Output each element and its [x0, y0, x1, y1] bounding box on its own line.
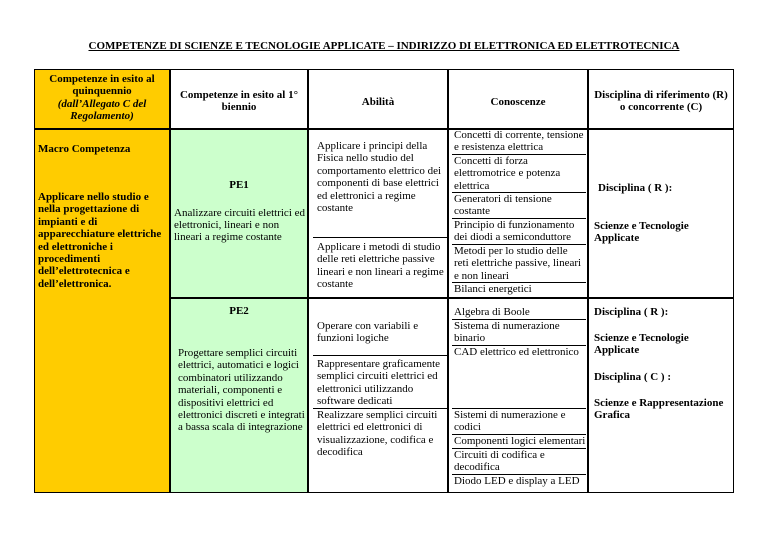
- macro-line: impianti e di: [38, 215, 98, 228]
- conoscenza-item: [452, 409, 586, 435]
- conoscenza-line: Algebra di Boole: [454, 306, 530, 318]
- conoscenza-line: Diodo LED e display a LED: [454, 475, 580, 487]
- conoscenza-item: [452, 245, 586, 283]
- pe1-disciplina-line: Applicate: [594, 232, 640, 244]
- pe2-abilita-3: [317, 409, 437, 459]
- conoscenza-line: dei diodi a semiconduttore: [454, 231, 571, 244]
- abilita-line: Applicare i principi della: [317, 140, 428, 152]
- pe2-conoscenze-top: [452, 306, 586, 360]
- abilita-line: elettrici ed elettronici di: [317, 421, 423, 434]
- abilita-line: comportamento elettrico dei: [317, 164, 442, 177]
- pe1-disciplina-line: Scienze e Tecnologie: [594, 220, 689, 232]
- pe2-text: [178, 347, 305, 434]
- conoscenza-item: [452, 346, 586, 360]
- conoscenza-line: Sistemi di numerazione e: [454, 409, 566, 421]
- header-col5-line2: o concorrente (C): [619, 101, 703, 113]
- conoscenza-line: elettromotrice e potenza: [454, 167, 561, 180]
- abilita-line: Rappresentare graficamente: [317, 358, 441, 370]
- abilita-line: semplici circuiti elettrici ed: [317, 370, 438, 383]
- conoscenza-item: [452, 283, 586, 297]
- abilita-line: Realizzare semplici circuiti: [317, 409, 438, 421]
- abilita-line: lineari e non lineari a regime: [317, 265, 444, 278]
- conoscenza-item: [452, 475, 586, 489]
- abilita-line: Operare con variabili e: [317, 320, 419, 332]
- conoscenza-item: [452, 435, 586, 449]
- conoscenza-item: [452, 193, 586, 219]
- pe1-abilita-1: [317, 140, 441, 214]
- header-col2-line1: Competenze in esito al 1°: [179, 89, 299, 101]
- conoscenza-line: Principio di funzionamento: [454, 219, 575, 231]
- header-col4: Conoscenze: [490, 96, 546, 108]
- abilita-line: Applicare i metodi di studio: [317, 241, 441, 253]
- conoscenza-line: Componenti logici elementari: [454, 435, 586, 447]
- pe2-code: PE2: [229, 305, 249, 317]
- macro-line: nella progettazione di: [38, 203, 140, 216]
- conoscenza-line: codici: [454, 421, 481, 434]
- conoscenza-line: reti elettriche passive, lineari: [454, 257, 582, 270]
- pe2-conoscenze-bottom: [452, 409, 586, 489]
- pe2-abilita-2: [317, 358, 440, 408]
- conoscenza-line: Concetti di forza: [454, 155, 528, 167]
- pe2-abilita-1: [317, 320, 418, 345]
- macro-line: apparecchiature elettriche: [38, 228, 162, 241]
- header-col3: Abilità: [361, 96, 395, 108]
- pe2-line: a bassa scala di integrazione: [178, 421, 303, 434]
- pe2-line: Progettare semplici circuiti: [178, 347, 298, 359]
- pe2-disciplina-r-label: Disciplina ( R ):: [594, 306, 669, 318]
- macro-competenza-cell: [34, 129, 170, 493]
- conoscenza-line: elettrica: [454, 179, 490, 192]
- conoscenza-line: binario: [454, 332, 486, 345]
- conoscenza-line: Generatori di tensione: [454, 193, 552, 205]
- pe2-disciplina-r-line: Applicate: [594, 344, 640, 356]
- abilita-line: costante: [317, 202, 354, 215]
- pe1-disciplina-cell: [588, 129, 734, 298]
- pe2-line: combinatori utilizzando: [178, 371, 283, 384]
- pe2-line: elettronici discreti e integrati: [178, 409, 305, 422]
- header-col5-line1: Disciplina di riferimento (R): [594, 89, 728, 101]
- abilita-line: Fisica nello studio del: [317, 152, 414, 165]
- abilita-line: software dedicati: [317, 395, 393, 408]
- header-col1-line4: Regolamento): [70, 110, 134, 122]
- pe2-line: dispositivi elettrici ed: [178, 396, 274, 409]
- abilita-line: funzioni logiche: [317, 332, 389, 345]
- abilita-line: visualizzazione, codifica e: [317, 433, 434, 446]
- pe2-disciplina-cell: [588, 298, 734, 493]
- conoscenza-item: [452, 155, 586, 193]
- macro-line: ed elettroniche i: [38, 240, 113, 253]
- page-title: COMPETENZE DI SCIENZE E TECNOLOGIE APPLICATE – INDIRIZZO DI ELETTRONICA ED ELETTROTECNICA: [88, 40, 680, 52]
- abilita-line: costante: [317, 278, 354, 291]
- conoscenza-item: [452, 449, 586, 475]
- pe1-line: lineari a regime costante: [174, 231, 282, 243]
- conoscenza-item: [452, 306, 586, 320]
- macro-competenza-text: [38, 191, 168, 290]
- abilita-line: componenti di base elettrici: [317, 177, 439, 190]
- conoscenza-line: Metodi per lo studio delle: [454, 245, 568, 257]
- pe2-disciplina-c-line: Grafica: [594, 409, 631, 421]
- pe1-line: elettronici, lineari e non: [174, 219, 280, 231]
- conoscenza-line: costante: [454, 205, 491, 218]
- conoscenza-line: Concetti di corrente, tensione: [454, 129, 584, 141]
- pe2-disciplina-c-line: Scienze e Rappresentazione: [594, 397, 724, 409]
- conoscenza-line: Circuiti di codifica e: [454, 449, 545, 461]
- conoscenza-line: e resistenza elettrica: [454, 141, 544, 154]
- pe1-code: PE1: [229, 179, 249, 191]
- macro-line: dell’elettronica.: [38, 277, 112, 290]
- conoscenza-line: Bilanci energetici: [454, 283, 532, 295]
- conoscenza-line: e non lineari: [454, 269, 509, 282]
- pe1-abilita-separator: [313, 237, 448, 238]
- pe2-line: materiali, componenti e: [178, 384, 283, 397]
- pe2-disciplina-c-label: Disciplina ( C ) :: [594, 371, 671, 383]
- conoscenza-line: Sistema di numerazione: [454, 320, 560, 332]
- pe2-abilita-separator: [313, 355, 448, 356]
- pe1-abilita-2: [317, 241, 444, 291]
- header-col2-line2: biennio: [221, 101, 257, 113]
- header-col1-line3: (dall’Allegato C del: [57, 98, 147, 110]
- macro-line: procedimenti: [38, 253, 101, 266]
- pe2-disciplina-r-line: Scienze e Tecnologie: [594, 332, 689, 344]
- pe1-conoscenze-list: [452, 129, 586, 297]
- macro-competenza-label: Macro Competenza: [38, 143, 131, 155]
- conoscenza-line: decodifica: [454, 461, 500, 474]
- macro-line: dell’elettrotecnica e: [38, 265, 130, 278]
- abilita-line: elettronici utilizzando: [317, 382, 414, 395]
- abilita-line: ed elettronici a regime: [317, 189, 416, 202]
- macro-line: Applicare nello studio e: [38, 191, 149, 203]
- pe1-line: Analizzare circuiti elettrici ed: [174, 207, 306, 219]
- conoscenza-item: [452, 129, 586, 155]
- conoscenza-line: CAD elettrico ed elettronico: [454, 346, 579, 358]
- conoscenza-item: [452, 219, 586, 245]
- abilita-line: decodifica: [317, 446, 363, 459]
- conoscenza-item: [452, 320, 586, 346]
- header-col1-line1: Competenze in esito al: [49, 73, 155, 85]
- pe1-disciplina-label: Disciplina ( R ):: [598, 182, 673, 194]
- header-col1-line2: quinquennio: [72, 85, 132, 97]
- pe2-line: elettrici, automatici e logici: [178, 359, 299, 372]
- abilita-line: delle reti elettriche passive: [317, 253, 435, 266]
